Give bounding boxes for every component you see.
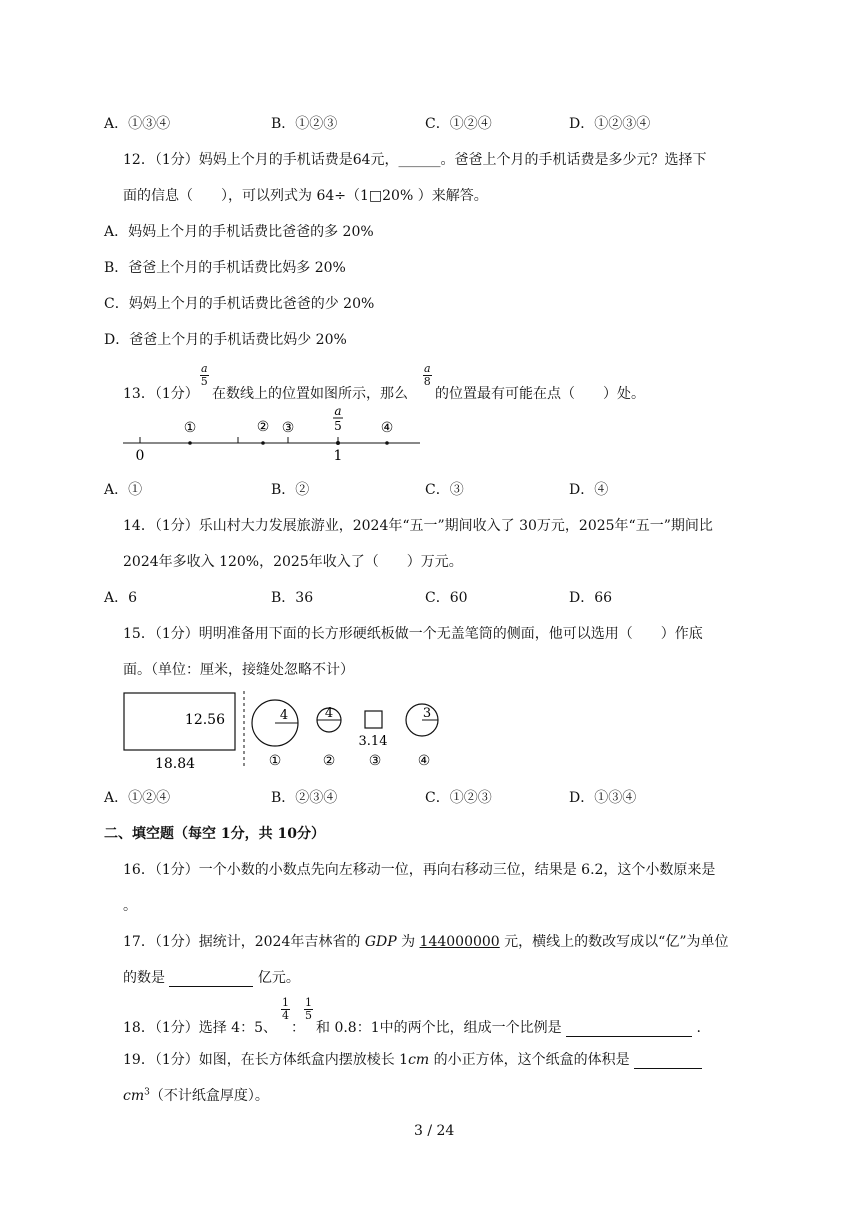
q12-text-line2: 面的信息（ ），可以列式为 64÷（1□20% ）来解答。 <box>123 188 488 204</box>
q15-figure <box>118 686 458 772</box>
q14-text-line1: 14．（1分）乐山村大力发展旅游业，2024年“五一”期间收入了 30万元，2025年“五一”期间比 <box>123 518 713 534</box>
q13-option-a: A．① <box>104 482 143 498</box>
point-1-dot <box>188 441 192 445</box>
figure-label-4: ④ <box>417 753 431 769</box>
q17-gdp: GDP <box>364 934 397 950</box>
label-one: 1 <box>333 448 343 464</box>
q19-line2-unit: cm <box>123 1088 145 1104</box>
q15-text-line2: 面。（单位：厘米，接缝处忽略不计） <box>123 662 354 678</box>
q14-option-d: D．66 <box>569 590 613 606</box>
point-3-label: ③ <box>281 420 295 436</box>
fraction-denominator: 5 <box>200 375 208 388</box>
q19-suffix: 的小正方体，这个纸盒的体积是 <box>429 1052 635 1068</box>
circle-4-radius-label: 3 <box>422 706 432 721</box>
q18-end: . <box>692 1020 701 1036</box>
fraction-numerator: 1 <box>305 996 312 1009</box>
q13-prefix: 13．（1分） <box>123 386 199 402</box>
q18-fraction-1-4 <box>281 997 290 1022</box>
q16-text-line2: 。 <box>123 898 137 914</box>
label-zero: 0 <box>135 448 145 464</box>
q13-option-c: C．③ <box>425 482 464 498</box>
point-1-label: ① <box>183 420 197 436</box>
q18-separator: ： <box>291 1020 305 1036</box>
q13-fraction-a5 <box>200 363 209 388</box>
q18-mid: 和 0.8：1中的两个比，组成一个比例是 <box>316 1020 567 1036</box>
q13-suffix: 的位置最有可能在点（ ）处。 <box>435 386 645 402</box>
rect-height-label: 12.56 <box>184 712 225 728</box>
q19-line2-sup: 3 <box>144 1087 150 1098</box>
q18-mid-text <box>316 1017 701 1037</box>
point-2-label: ② <box>256 419 270 435</box>
q17-answer-blank[interactable] <box>169 971 253 987</box>
point-2-dot <box>261 441 265 445</box>
q17-prefix: 17．（1分）据统计，2024年吉林省的 <box>123 934 365 950</box>
point-a5-dot <box>336 441 340 445</box>
q12-option-b: B．爸爸上个月的手机话费比妈多 20% <box>104 260 346 276</box>
q17-suffix: 元，横线上的数改写成以“亿”为单位 <box>499 934 729 950</box>
q12-text-line1: 12．（1分）妈妈上个月的手机话费是64元，______。爸爸上个月的手机话费是多少元？选择下 <box>123 152 707 168</box>
fraction-numerator: a <box>201 362 208 375</box>
q12-option-d: D．爸爸上个月的手机话费比妈少 20% <box>104 332 347 348</box>
q13-fraction-a8 <box>423 363 432 388</box>
q16-text-line1: 16．（1分）一个小数的小数点先向左移动一位，再向右移动三位，结果是 6.2，这个小数原来是 <box>123 862 716 878</box>
q15-option-a: A．①②④ <box>104 790 171 806</box>
q17-number: 144000000 <box>419 934 500 950</box>
figure-label-3: ③ <box>368 753 382 769</box>
q19-answer-blank[interactable] <box>634 1053 702 1069</box>
q14-option-a: A．6 <box>104 590 138 606</box>
numberline-frac-num: a <box>334 404 342 418</box>
square-3-side-label: 3.14 <box>358 734 388 749</box>
q15-text-line1: 15．（1分）明明准备用下面的长方形硬纸板做一个无盖笔筒的侧面，他可以选用（ ）作底 <box>123 626 703 642</box>
q12-option-a: A．妈妈上个月的手机话费比爸爸的多 20% <box>104 224 374 240</box>
numberline-frac-den: 5 <box>334 419 342 433</box>
square-3 <box>365 711 382 728</box>
number-line <box>118 400 428 466</box>
fraction-denominator: 5 <box>305 1009 312 1022</box>
rect-width-label: 18.84 <box>154 756 196 772</box>
q17-mid: 为 <box>396 934 420 950</box>
q19-text-line2 <box>123 1085 269 1105</box>
q19-line2-suffix: （不计纸盒厚度）。 <box>149 1088 269 1104</box>
q15-option-c: C．①②③ <box>425 790 492 806</box>
point-4-dot <box>385 441 389 445</box>
q14-option-b: B．36 <box>271 590 314 606</box>
q17-text-line1 <box>123 931 728 951</box>
circle-2-label: 4 <box>324 706 334 721</box>
q18-answer-blank[interactable] <box>566 1021 692 1037</box>
figure-label-1: ① <box>268 753 282 769</box>
circle-1-radius-label: 4 <box>279 708 289 723</box>
q19-text-line1 <box>123 1049 702 1069</box>
point-4-label: ④ <box>380 420 394 436</box>
fraction-numerator: 1 <box>282 996 289 1009</box>
fraction-numerator: a <box>424 362 431 375</box>
q15-option-d: D．①③④ <box>569 790 637 806</box>
fraction-denominator: 8 <box>423 375 431 388</box>
q18-prefix: 18．（1分）选择 4：5、 <box>123 1020 277 1036</box>
fraction-denominator: 4 <box>282 1009 289 1022</box>
q11-option-d: D．①②③④ <box>569 116 651 132</box>
figure-label-2: ② <box>322 753 336 769</box>
q19-unit: cm <box>408 1052 430 1068</box>
q17-line2-suffix: 亿元。 <box>253 970 300 986</box>
q13-mid-text: 在数线上的位置如图所示，那么 <box>212 386 408 402</box>
section-2-title: 二、填空题（每空 1分，共 10分） <box>104 826 325 842</box>
q12-option-c: C．妈妈上个月的手机话费比爸爸的少 20% <box>104 296 375 312</box>
q19-prefix: 19．（1分）如图，在长方体纸盒内摆放棱长 1 <box>123 1052 409 1068</box>
q11-option-a: A．①③④ <box>104 116 171 132</box>
q18-fraction-1-5 <box>304 997 313 1022</box>
q14-text-line2: 2024年多收入 120%，2025年收入了（ ）万元。 <box>123 554 463 570</box>
q14-option-c: C．60 <box>425 590 468 606</box>
q15-option-b: B．②③④ <box>271 790 338 806</box>
q13-option-d: D．④ <box>569 482 609 498</box>
q17-line2-prefix: 的数是 <box>123 970 170 986</box>
q11-option-c: C．①②④ <box>425 116 492 132</box>
q17-text-line2 <box>123 967 300 987</box>
page-number: 3 / 24 <box>414 1123 455 1139</box>
q11-option-b: B．①②③ <box>271 116 338 132</box>
q13-option-b: B．② <box>271 482 310 498</box>
